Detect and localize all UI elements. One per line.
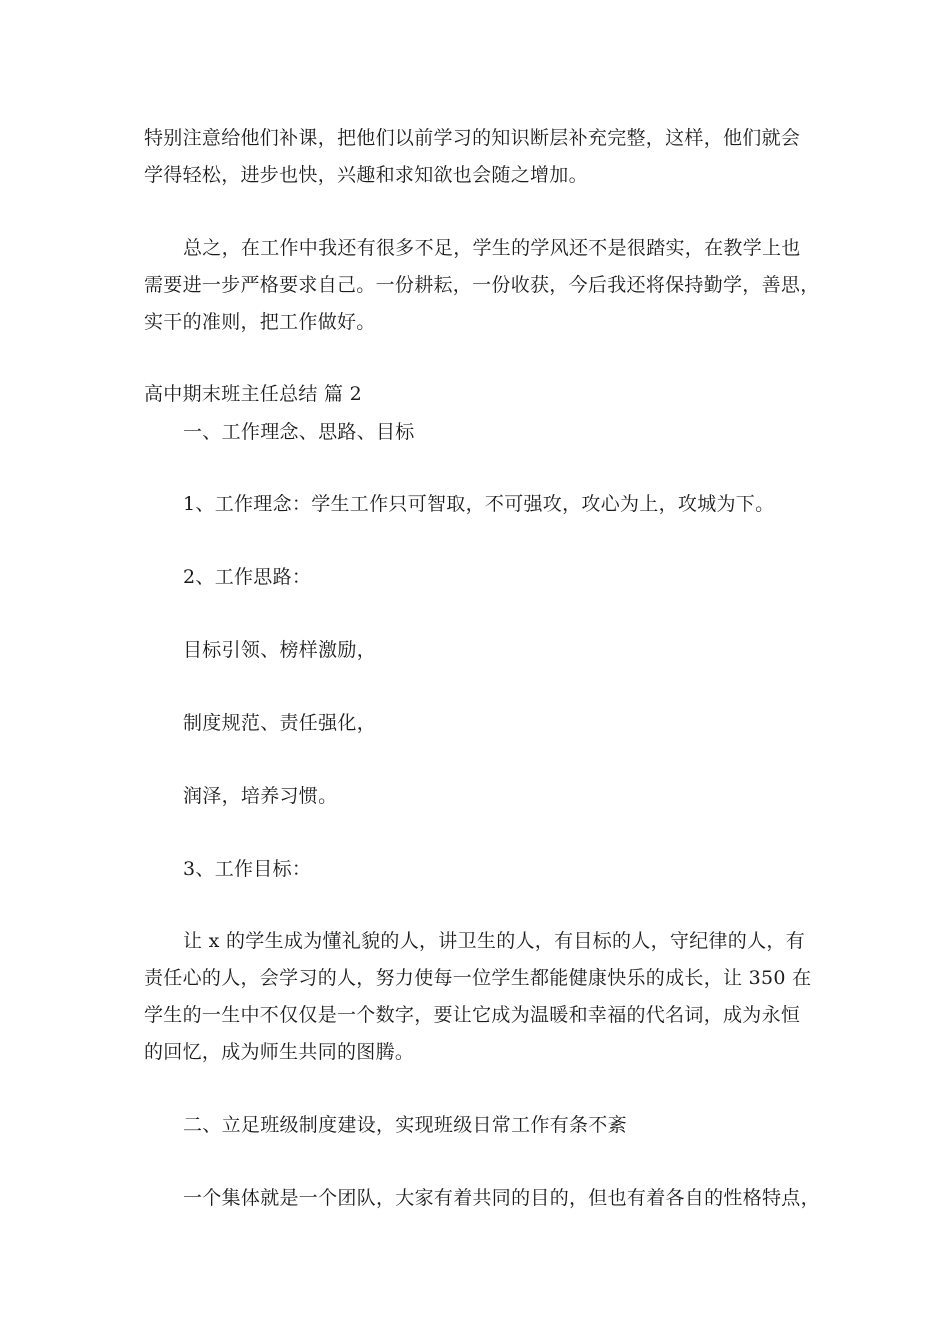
heading-line: 一、工作理念、思路、目标 <box>183 421 415 443</box>
paragraph-line: 学生的一生中不仅仅是一个数字，要让它成为温暖和幸福的代名词，成为永恒 <box>144 1004 801 1026</box>
paragraph-line: 润泽，培养习惯。 <box>183 785 338 807</box>
paragraph-line: 特别注意给他们补课，把他们以前学习的知识断层补充完整，这样，他们就会 <box>144 127 801 149</box>
paragraph-line: 让 x 的学生成为懂礼貌的人，讲卫生的人，有目标的人，守纪律的人，有 <box>183 930 805 952</box>
paragraph-line: 制度规范、责任强化， <box>183 712 377 734</box>
list-item: 3、工作目标： <box>183 858 312 880</box>
list-item: 1、工作理念：学生工作只可智取，不可强攻，攻心为上，攻城为下。 <box>183 493 775 515</box>
paragraph-line: 学得轻松，进步也快，兴趣和求知欲也会随之增加。 <box>144 164 588 186</box>
paragraph-line: 责任心的人，会学习的人，努力使每一位学生都能健康快乐的成长，让 350 在 <box>144 967 812 989</box>
paragraph-line: 总之，在工作中我还有很多不足，学生的学风还不是很踏实，在教学上也 <box>183 237 801 259</box>
section-title: 高中期末班主任总结 篇 2 <box>144 383 363 405</box>
list-item: 2、工作思路： <box>183 566 312 588</box>
paragraph-line: 的回忆，成为师生共同的图腾。 <box>144 1041 415 1063</box>
paragraph-line: 实干的准则，把工作做好。 <box>144 311 376 333</box>
paragraph-line: 目标引领、榜样激励， <box>183 639 377 661</box>
paragraph-line: 一个集体就是一个团队，大家有着共同的目的，但也有着各自的性格特点， <box>183 1187 820 1209</box>
paragraph-line: 需要进一步严格要求自己。一份耕耘，一份收获，今后我还将保持勤学，善思， <box>144 274 820 296</box>
heading-line: 二、立足班级制度建设，实现班级日常工作有条不紊 <box>183 1114 627 1136</box>
